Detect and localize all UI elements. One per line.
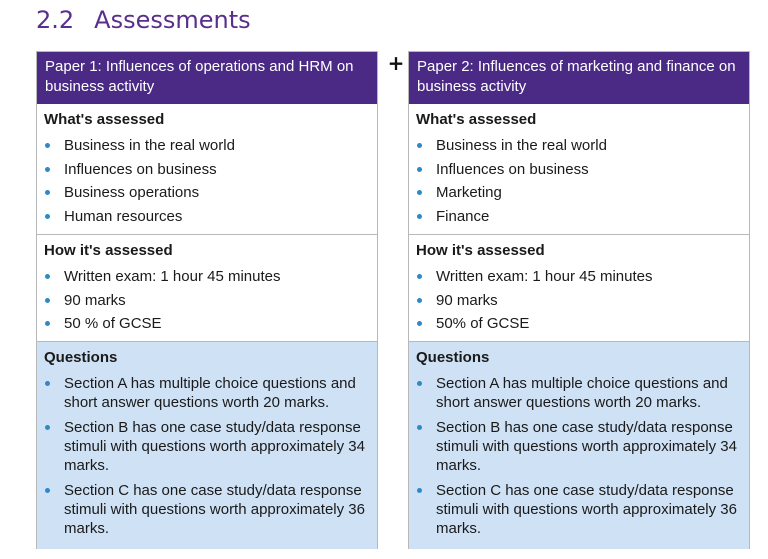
bullet-icon xyxy=(45,214,50,219)
section-number: 2.2 xyxy=(36,6,75,34)
bullet-icon xyxy=(417,381,422,386)
list-item: 50% of GCSE xyxy=(416,314,741,333)
paper-2-questions xyxy=(409,341,749,549)
list-item: Written exam: 1 hour 45 minutes xyxy=(416,267,741,286)
list-item: 90 marks xyxy=(44,291,369,310)
list-item: Section B has one case study/data response stimuli with questions worth approximately 34 marks. xyxy=(44,418,369,475)
bullet-icon xyxy=(417,214,422,219)
list-item: Section A has multiple choice questions and short answer questions worth 20 marks. xyxy=(416,374,741,412)
paper-1-whats-assessed xyxy=(37,104,377,234)
bullet-icon xyxy=(45,488,50,493)
bullet-icon xyxy=(45,425,50,430)
list-item: Business operations xyxy=(44,183,369,202)
whats-assessed-heading: What's assessed xyxy=(416,111,537,128)
bullet-icon xyxy=(45,381,50,386)
list-item: Written exam: 1 hour 45 minutes xyxy=(44,267,369,286)
questions-list xyxy=(409,368,749,538)
list-item: Influences on business xyxy=(416,160,741,179)
list-item: Business in the real world xyxy=(44,136,369,155)
list-item: Marketing xyxy=(416,183,741,202)
paper-2-whats-assessed xyxy=(409,104,749,234)
list-item: Finance xyxy=(416,207,741,226)
paper-2-title: Paper 2: Influences of marketing and finance on business activity xyxy=(409,52,749,104)
plus-sign: + xyxy=(387,51,405,75)
bullet-icon xyxy=(417,167,422,172)
list-item: Business in the real world xyxy=(416,136,741,155)
paper-2-how-assessed xyxy=(409,234,749,341)
bullet-icon xyxy=(45,167,50,172)
bullet-icon xyxy=(417,488,422,493)
paper-1-questions xyxy=(37,341,377,549)
whats-assessed-list xyxy=(37,130,377,226)
list-item: Section C has one case study/data response stimuli with questions worth approximately 36 marks. xyxy=(416,481,741,538)
how-assessed-list xyxy=(37,261,377,333)
how-assessed-heading: How it's assessed xyxy=(44,242,173,259)
bullet-icon xyxy=(417,425,422,430)
list-item: 50 % of GCSE xyxy=(44,314,369,333)
paper-2-card xyxy=(408,51,750,549)
list-item: 90 marks xyxy=(416,291,741,310)
bullet-icon xyxy=(45,321,50,326)
list-item: Section C has one case study/data response stimuli with questions worth approximately 36 marks. xyxy=(44,481,369,538)
page-heading xyxy=(36,6,251,40)
section-title: Assessments xyxy=(94,6,251,34)
bullet-icon xyxy=(417,321,422,326)
whats-assessed-list xyxy=(409,130,749,226)
questions-list xyxy=(37,368,377,538)
paper-1-title: Paper 1: Influences of operations and HRM on business activity xyxy=(37,52,377,104)
bullet-icon xyxy=(45,143,50,148)
list-item: Influences on business xyxy=(44,160,369,179)
whats-assessed-heading: What's assessed xyxy=(44,111,165,128)
questions-heading: Questions xyxy=(44,349,118,366)
how-assessed-list xyxy=(409,261,749,333)
questions-heading: Questions xyxy=(416,349,490,366)
bullet-icon xyxy=(417,143,422,148)
bullet-icon xyxy=(45,298,50,303)
list-item: Human resources xyxy=(44,207,369,226)
bullet-icon xyxy=(417,190,422,195)
paper-1-card xyxy=(36,51,378,549)
bullet-icon xyxy=(45,274,50,279)
how-assessed-heading: How it's assessed xyxy=(416,242,545,259)
bullet-icon xyxy=(417,274,422,279)
bullet-icon xyxy=(417,298,422,303)
list-item: Section A has multiple choice questions and short answer questions worth 20 marks. xyxy=(44,374,369,412)
list-item: Section B has one case study/data response stimuli with questions worth approximately 34 marks. xyxy=(416,418,741,475)
paper-1-how-assessed xyxy=(37,234,377,341)
bullet-icon xyxy=(45,190,50,195)
